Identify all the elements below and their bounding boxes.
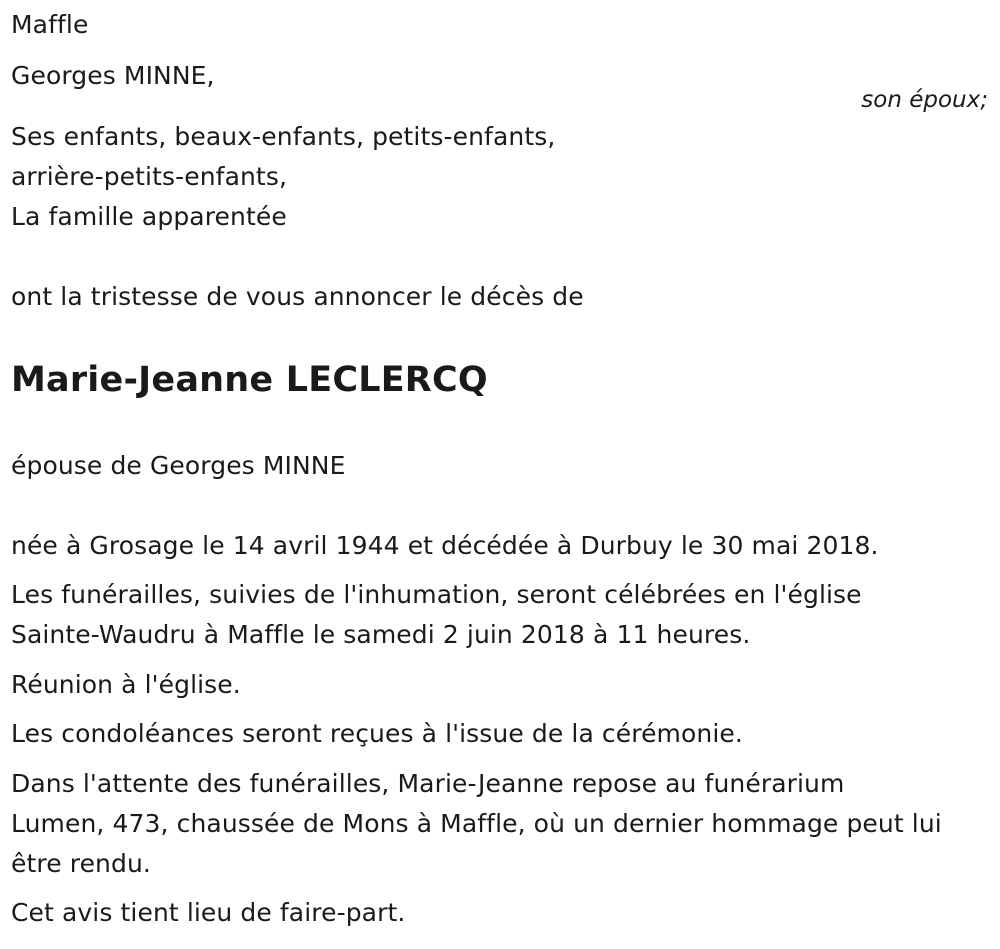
rest-line-2: Lumen, 473, chaussée de Mons à Maffle, où un dernier hommage peut lui — [11, 809, 942, 838]
spouse-name: Georges MINNE, — [11, 61, 215, 90]
relatives-line: La famille apparentée — [11, 202, 287, 231]
spouse-relation: son époux; — [861, 87, 988, 113]
condolences-text: Les condoléances seront reçues à l'issue de la cérémonie. — [11, 719, 743, 748]
meeting-text: Réunion à l'église. — [11, 670, 241, 699]
children-line-1: Ses enfants, beaux-enfants, petits-enfants, — [11, 122, 556, 151]
funeral-line-2: Sainte-Waudru à Maffle le samedi 2 juin 2018 à 11 heures. — [11, 620, 751, 649]
deceased-name: Marie-Jeanne LECLERCQ — [11, 360, 488, 400]
rest-line-1: Dans l'attente des funérailles, Marie-Jeanne repose au funérarium — [11, 769, 845, 798]
funeral-line-1: Les funérailles, suivies de l'inhumation, seront célébrées en l'église — [11, 580, 862, 609]
birth-death-text: née à Grosage le 14 avril 1944 et décédée à Durbuy le 30 mai 2018. — [11, 531, 879, 560]
children-line-2: arrière-petits-enfants, — [11, 162, 288, 191]
announcement-text: ont la tristesse de vous annoncer le décès de — [11, 282, 584, 311]
notice-text: Cet avis tient lieu de faire-part. — [11, 898, 406, 927]
location-heading: Maffle — [11, 10, 89, 39]
spouse-of-text: épouse de Georges MINNE — [11, 451, 346, 480]
rest-line-3: être rendu. — [11, 849, 151, 878]
